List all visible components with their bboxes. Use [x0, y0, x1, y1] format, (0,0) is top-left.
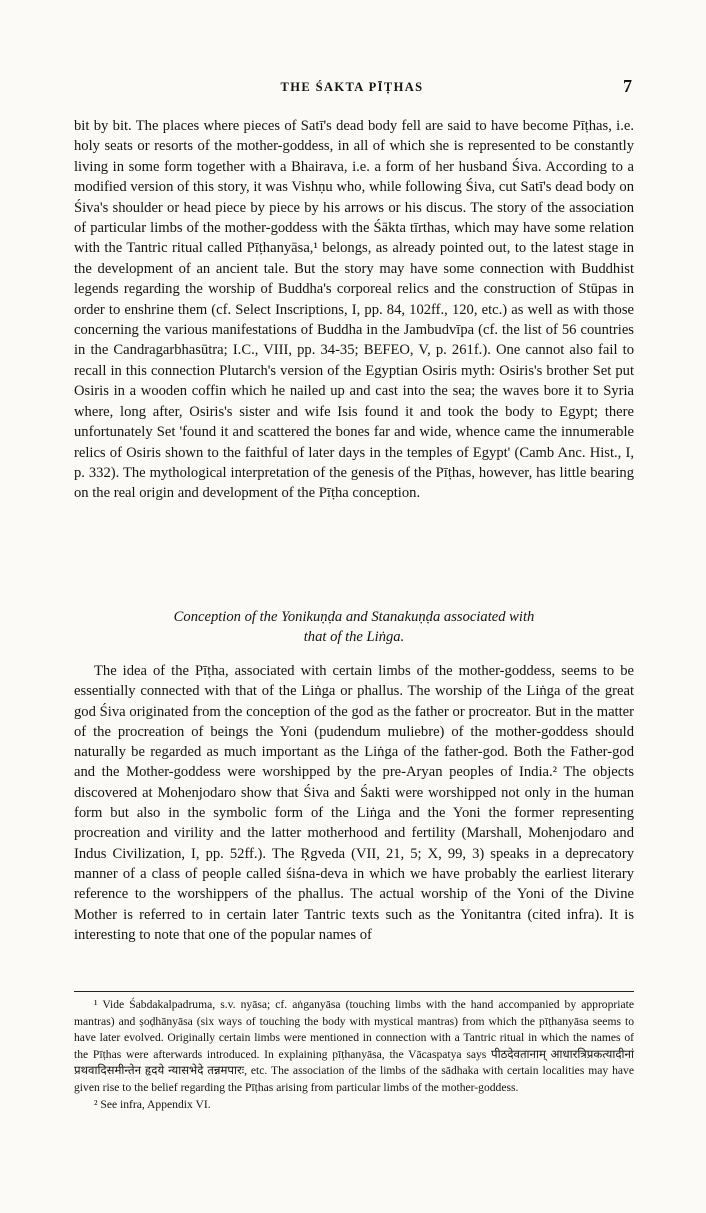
footnote-2: ² See infra, Appendix VI. — [94, 1097, 211, 1111]
page-number: 7 — [623, 76, 632, 96]
footnotes — [74, 997, 634, 1113]
section-heading-line-2: that of the Liṅga. — [303, 629, 405, 645]
paragraph-2: The idea of the Pīṭha, associated with certain limbs of the mother-goddess, seems to be essentially connected with that of the Liṅga or phallus. The worship of the Liṅga of the great god Śiva originated from the conception of the god as the father or procreator. But in the matter of the procreation of beings the Yoni (pudendum muliebre) of the mother-goddess should naturally be regarded as much important as the Liṅga of the father-god. Both the Father-god and the Mother-goddess were worshipped by the pre-Aryan peoples of India.² The objects discovered at Mohenjodaro show that Śiva and Śakti were worshipped not only in the human form but also in the symbolic form of the Liṅga and the Yoni the former representing procreation and virility and the latter motherhood and fertility (Marshall, Mohenjodaro and Indus Civilization, I, pp. 52ff.). The Ṛgveda (VII, 21, 5; X, 99, 3) speaks in a deprecatory manner of a class of people called śiśna-deva in which we have probably the earliest literary reference to the worshippers of the phallus. The actual worship of the Yoni of the Divine Mother is referred to in certain later Tantric texts such as the Yonitantra (cited infra). It is interesting to note that one of the popular names of — [74, 663, 634, 943]
second-text-block — [74, 661, 634, 945]
paragraph-1: bit by bit. The places where pieces of Satī's dead body fell are said to have become Pīṭhas, i.e. holy seats or resorts of the mother-goddess, in all of which she is represented to be constantly living in some form together with a Bhairava, i.e. a form of her husband Śiva. According to a modified version of this story, it was Vishṇu who, while following Śiva, cut Satī's dead body on Śiva's shoulder or head piece by piece by his arrows or his discus. The story of the association of particular limbs of the mother-goddess with the Śākta tīrthas, which may have some relation with the Tantric ritual called Pīṭhanyāsa,¹ belongs, as already pointed out, to the latest stage in the development of an ancient tale. But the story may have some connection with Buddhist legends regarding the worship of Buddha's corporeal relics and the construction of Stūpas in order to enshrine them (cf. Select Inscriptions, I, pp. 84, 102ff., 120, etc.) as well as with those concerning the various manifestations of Buddha in the Jambudvīpa (cf. the list of 56 countries in the Candragarbhasūtra; I.C., VIII, pp. 34-35; BEFEO, V, p. 261f.). One cannot also fail to recall in this connection Plutarch's version of the Egyptian Osiris myth: Osiris's brother Set put Osiris in a wooden coffin which he nailed up and cast into the sea; the waves bore it to Syria where, long after, Osiris's sister and wife Isis found it and took the body to Egypt; there unfortunately Set 'found it and scattered the bones far and wide, whence came the innumerable relics of Osiris shown to the faithful of later days in the temples of Egypt' (Camb Anc. Hist., I, p. 332). The mythological interpretation of the genesis of the Pīṭhas, however, has little bearing on the real origin and development of the Pīṭha conception. — [74, 118, 634, 502]
page-header — [72, 76, 632, 102]
running-title: THE ŚAKTA PĪṬHAS — [280, 80, 424, 94]
section-heading-line-1: Conception of the Yonikuṇḍa and Stanakuṇḍa associated with — [173, 609, 535, 625]
section-heading — [74, 607, 634, 647]
footnote-divider — [74, 991, 634, 992]
footnote-1: ¹ Vide Śabdakalpadruma, s.v. nyāsa; cf. aṅganyāsa (touching limbs with the hand accompanied by appropriate mantras) and ṣoḍhānyāsa (six ways of touching the body with mystical mantras) from which the pīṭhanyāsa seems to have later evolved. Originally certain limbs were mentioned in connection with a Tantric ritual in which the names of the Pīṭhas were afterwards introduced. In explaining pīṭhanyāsa, the Vācaspatya says पीठदेवतानाम् आधारत्रिप्रकत्यादीनां प्रथवादिसमीन्तेन हृदये न्यासभेदे तन्नमपारः, etc. The association of the limbs of the sādhaka with certain localities may have given rise to the belief regarding the Pīṭhas arising from particular limbs of the mother-goddess. — [74, 998, 634, 1094]
main-text-block — [74, 116, 634, 504]
